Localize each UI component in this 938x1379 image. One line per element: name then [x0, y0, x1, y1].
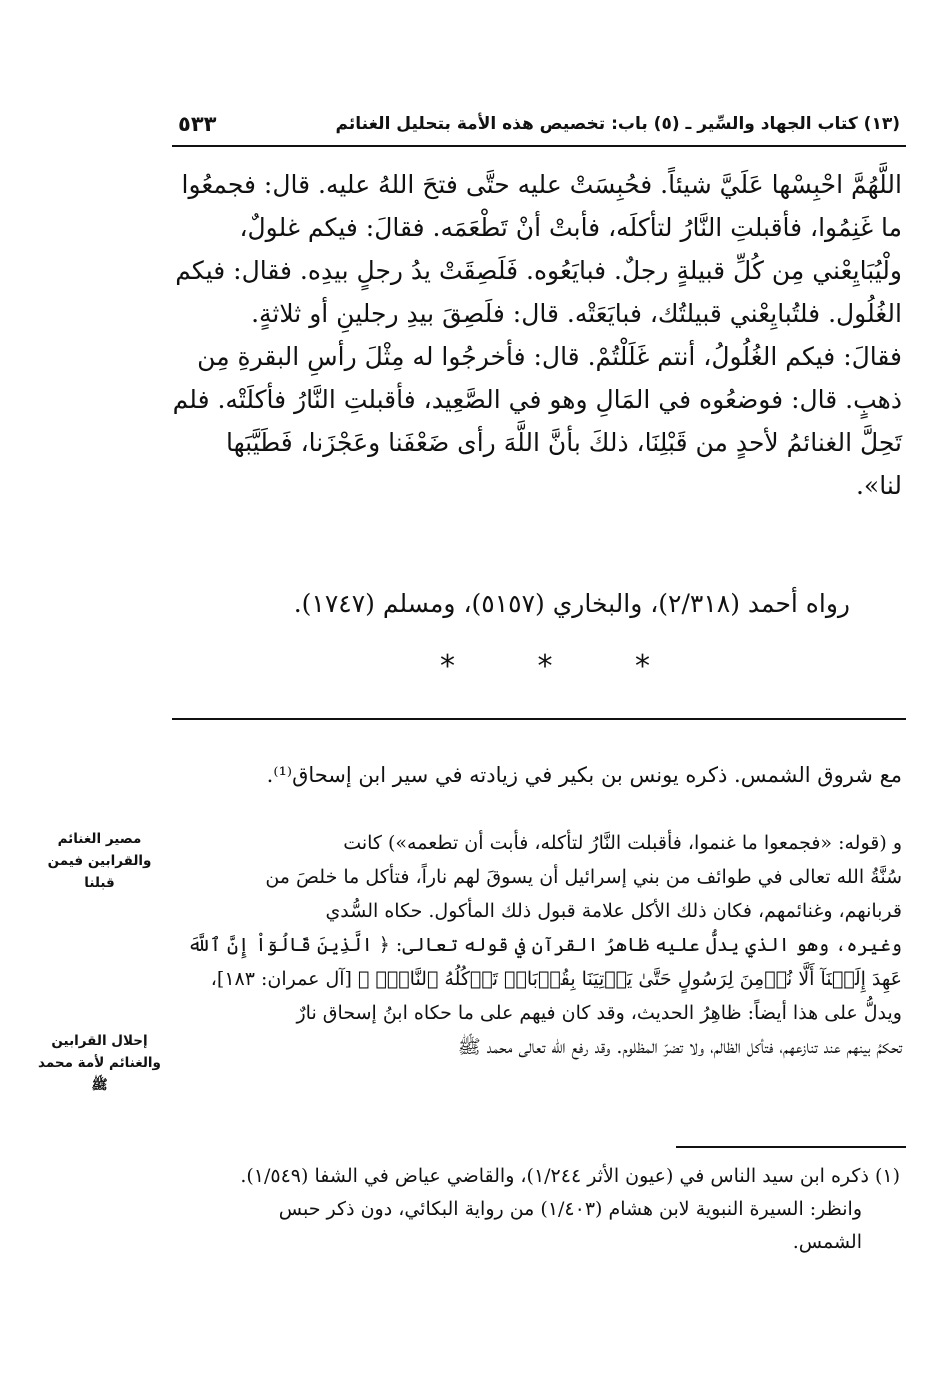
- footnote-line: (١) ذكره ابن سيد الناس في (عيون الأثر ١/٢٤٤)، والقاضي عياض في الشفا (١/٥٤٩).: [240, 1165, 900, 1187]
- hadith-line: اللَّهُمَّ احْبِسْها عَلَيَّ شيئاً. فحُبِسَتْ عليه حتَّى فتحَ اللهُ عليه. قال: فجمعُوا: [181, 170, 902, 199]
- footnote-line: وانظر: السيرة النبوية لابن هشام (١/٤٠٣) من رواية البكائي، دون ذكر حبس: [278, 1198, 862, 1220]
- commentary-continuation: مع شروق الشمس. ذكره يونس بن بكير في زيادته في سير ابن إسحاق⁽¹⁾.: [266, 763, 902, 787]
- footnotes: [160, 1160, 900, 1259]
- footnote-line: الشمس.: [792, 1231, 862, 1253]
- asterisk-icon: *: [440, 649, 455, 684]
- footnote-divider: [676, 1146, 906, 1148]
- hadith-line: ذهبٍ. قال: فوضعُوه في المَالِ وهو في الصَّعِيد، فأقبلتِ النَّارُ فأكلَتْه. فلم: [172, 385, 902, 414]
- hadith-line: ولْيُبَايِعْني مِن كُلِّ قبيلةٍ رجلٌ. فبايَعُوه. فَلَصِقَتْ يدُ رجلٍ بيدِه. فقال: فيكم: [175, 256, 902, 285]
- commentary-line: سُنَّةُ الله تعالى في طوائف من بني إسرائيل أن يسوقَ لهم ناراً، فتأكل ما خلصَ من: [265, 866, 902, 888]
- chapter-title: (١٣) كتاب الجهاد والسِّير ـ (٥) باب: تخصيص هذه الأمة بتحليل الغنائم: [335, 114, 900, 134]
- asterisk-icon: *: [635, 649, 650, 684]
- commentary-line: و (قوله: «فجمعوا ما غنموا، فأقبلت النَّارُ لتأكله، فأبت أن تطعمه») كانت: [343, 832, 902, 854]
- hadith-citation: رواه أحمد (٢/٣١٨)، والبخاري (٥١٥٧)، ومسلم (١٧٤٧).: [293, 589, 850, 618]
- commentary-line: وغيره، وهو الذي يدلُّ عليه ظاهرُ القرآن في قوله تعالى: ﴿ الَّذِينَ قَالُوٓاْ إِنَّ ٱللَّهَ: [187, 934, 902, 956]
- hadith-text: [160, 163, 902, 507]
- margin-note: مصير الغنائم والقرابين فيمن قبلنا: [47, 831, 152, 891]
- asterisk-icon: *: [537, 649, 553, 684]
- hadith-line: لنا».: [855, 471, 902, 500]
- page-number: ٥٣٣: [178, 112, 217, 136]
- commentary-divider: [172, 718, 906, 720]
- commentary-line: ويدلُّ على هذا أيضاً: ظاهِرُ الحديث، وقد كان فيهم على ما حكاه ابنُ إسحاق نارٌ: [296, 1002, 902, 1024]
- commentary-line: عَهِدَ إِلَيۡنَآ أَلَّا نُؤۡمِنَ لِرَسُولٍ حَتَّىٰ يَأۡتِيَنَا بِقُرۡبَانٖ تَأۡكُلُهُ ٱلنَّارُۗ ﴾ [آل عمران: ١٨٣]،: [210, 968, 902, 990]
- section-separator: [440, 649, 650, 684]
- commentary-text: [170, 826, 902, 1064]
- commentary-line: قربانهم، وغنائمهم، فكان ذلك الأكل علامة قبول ذلك المأكول. حكاه السُّدي: [325, 900, 902, 922]
- hadith-line: فقالَ: فيكم الغُلُولُ، أنتم غَلَلْتُمْ. قال: فأخرجُوا له مِثْلَ رأسِ البقرةِ مِن: [197, 342, 902, 371]
- hadith-line: تَحِلَّ الغنائمُ لأحدٍ من قَبْلِنَا، ذلكَ بأنَّ اللَّهَ رأى ضَعْفَنا وعَجْزَنا، فَطَيَّبَها: [225, 428, 902, 457]
- margin-note: إحلال القرابين والغنائم لأمة محمد ﷺ: [38, 1033, 161, 1093]
- hadith-line: ما غَنِمُوا، فأقبلتِ النَّارُ لتأكلَه، فأبتْ أنْ تَطْعَمَه. فقالَ: فيكم غلولٌ،: [239, 213, 902, 242]
- running-header: [178, 112, 900, 142]
- header-divider: [172, 145, 906, 147]
- commentary-line: تحكمُ بينهم عند تنازعهم، فتأكل الظالم، ولا تضرّ المظلوم. وقد رفع الله تعالى محمد ﷺ: [457, 1036, 902, 1058]
- hadith-line: الغُلُول. فلتُبايِعْني قبيلتُك، فبايَعَتْه. قال: فلَصِقَ بيدِ رجلينِ أو ثلاثةٍ.: [251, 299, 902, 328]
